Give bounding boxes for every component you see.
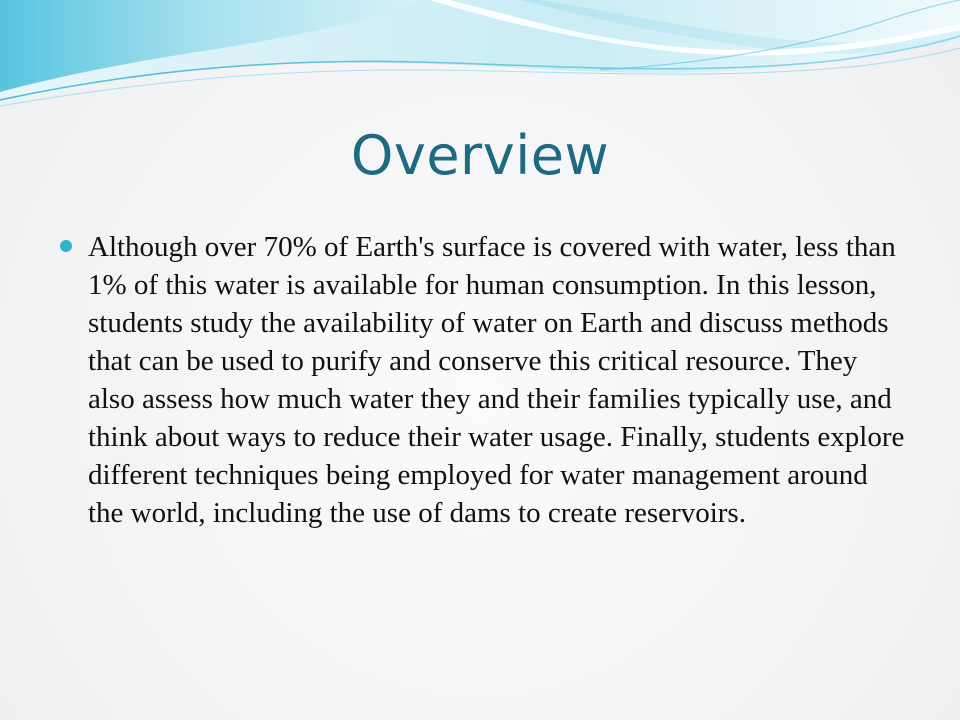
- header-wave-decoration: [0, 0, 960, 130]
- slide-title: Overview: [350, 124, 610, 187]
- bullet-dot-icon: [60, 240, 72, 252]
- list-item: [60, 228, 910, 532]
- bullet-text: Although over 70% of Earth's surface is covered with water, less than 1% of this water is available for human consumption. In this lesson, students study the availability of water on Earth and discuss methods that can be used to purify and conserve this critical resource. They also assess how much water they and their families typically use, and think about ways to reduce their water usage. Finally, students explore different techniques being employed for water management around the world, including the use of dams to create reservoirs.: [88, 231, 905, 529]
- bullet-list: [60, 228, 910, 532]
